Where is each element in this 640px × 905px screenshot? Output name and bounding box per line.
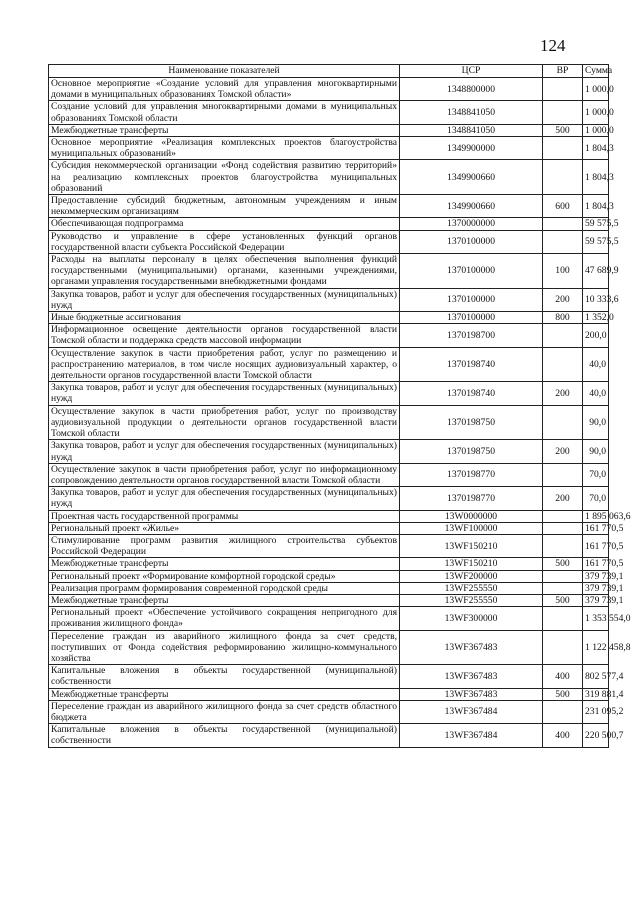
row-csr: 1349900660 [400,195,543,218]
table-row [49,160,609,195]
table-row [49,463,609,486]
row-csr: 1370100000 [400,312,543,324]
table-row [49,382,609,405]
row-vr [543,230,583,253]
row-sum: 379 739,1 [583,594,609,606]
row-name: Закупка товаров, работ и услуг для обеспечения государственных (муниципальных) нужд [49,382,400,405]
header-sum: Сумма [583,65,609,78]
row-name: Основное мероприятие «Реализация комплексных проектов благоустройства муниципальных образований» [49,137,400,160]
row-sum: 161 770,5 [583,558,609,570]
row-csr: 13WF100000 [400,522,543,534]
row-name: Создание условий для управления многоквартирными домами в муниципальных образованиях Томской области [49,101,400,124]
table-row [49,534,609,557]
row-csr: 13WF367484 [400,724,543,747]
table-row [49,230,609,253]
row-sum: 70,0 [583,463,609,486]
row-sum: 1 000,0 [583,101,609,124]
row-csr: 13WF150210 [400,534,543,557]
row-csr: 13W0000000 [400,510,543,522]
row-csr: 1349900000 [400,137,543,160]
row-name: Межбюджетные трансферты [49,688,400,700]
row-sum: 90,0 [583,440,609,463]
table-row [49,254,609,289]
row-vr: 200 [543,382,583,405]
table-row [49,195,609,218]
row-name: Субсидия некоммерческой организации «Фонд содействия развитию территорий» на реализацию комплексных проектов благоустройства муниципальных образований [49,160,400,195]
row-csr: 1370198700 [400,324,543,347]
row-csr: 1370000000 [400,218,543,230]
row-vr [543,570,583,582]
row-sum: 319 881,4 [583,688,609,700]
row-vr: 200 [543,288,583,311]
row-sum: 70,0 [583,487,609,510]
row-name: Основное мероприятие «Создание условий для управления многоквартирными домами в муниципальных образованиях Томской области» [49,78,400,101]
row-sum: 161 770,5 [583,522,609,534]
row-csr: 1349900660 [400,160,543,195]
row-vr [543,324,583,347]
row-sum: 40,0 [583,382,609,405]
row-vr [543,218,583,230]
table-row [49,78,609,101]
row-sum: 231 095,2 [583,700,609,723]
table-row [49,440,609,463]
header-name: Наименование показателей [49,65,400,78]
row-name: Региональный проект «Обеспечение устойчивого сокращения непригодного для проживания жилищного фонда» [49,607,400,630]
row-vr: 100 [543,254,583,289]
row-vr [543,78,583,101]
row-name: Межбюджетные трансферты [49,594,400,606]
row-name: Иные бюджетные ассигнования [49,312,400,324]
row-vr: 500 [543,688,583,700]
row-vr: 600 [543,195,583,218]
row-csr: 13WF367483 [400,630,543,665]
row-name: Межбюджетные трансферты [49,558,400,570]
row-vr [543,463,583,486]
page-number: 124 [540,36,566,55]
row-sum: 1 895 063,6 [583,510,609,522]
row-csr: 1370100000 [400,254,543,289]
table-row [49,218,609,230]
table-header-row [49,65,609,78]
row-sum: 47 689,9 [583,254,609,289]
table-row [49,101,609,124]
table-row [49,582,609,594]
row-sum: 220 500,7 [583,724,609,747]
row-sum: 1 804,3 [583,137,609,160]
table-row [49,522,609,534]
row-sum: 40,0 [583,347,609,382]
row-vr: 400 [543,724,583,747]
row-name: Региональный проект «Формирование комфортной городской среды» [49,570,400,582]
row-vr [543,607,583,630]
row-sum: 379 739,1 [583,582,609,594]
row-vr: 400 [543,665,583,688]
row-vr [543,347,583,382]
row-name: Капитальные вложения в объекты государственной (муниципальной) собственности [49,665,400,688]
row-name: Руководство и управление в сфере установленных функций органов государственной власти субъекта Российской Федерации [49,230,400,253]
row-vr: 500 [543,124,583,136]
row-csr: 13WF300000 [400,607,543,630]
table-row [49,347,609,382]
row-vr [543,700,583,723]
row-csr: 1370198770 [400,463,543,486]
row-sum: 1 352,0 [583,312,609,324]
table-row [49,487,609,510]
table-row [49,288,609,311]
table-row [49,607,609,630]
row-name: Осуществление закупок в части приобретения работ, услуг по производству аудиовизуальной продукции о деятельности органов государственной власти Томской области [49,405,400,440]
table-row [49,405,609,440]
row-csr: 13WF367483 [400,688,543,700]
row-csr: 1370198750 [400,440,543,463]
row-name: Осуществление закупок в части приобретения работ, услуг по размещению и распространению материалов, в том числе носящих аудиовизуальный характер, о деятельности органов государственной власти Томской области [49,347,400,382]
row-csr: 1370100000 [400,230,543,253]
row-name: Осуществление закупок в части приобретения работ, услуг по информационному сопровождению деятельности органов государственной власти Томской области [49,463,400,486]
table-row [49,510,609,522]
row-csr: 1370100000 [400,288,543,311]
table-row [49,137,609,160]
row-name: Закупка товаров, работ и услуг для обеспечения государственных (муниципальных) нужд [49,487,400,510]
table-row [49,124,609,136]
table-body [49,78,631,748]
row-csr: 1370198740 [400,382,543,405]
row-csr: 1370198770 [400,487,543,510]
row-name: Предоставление субсидий бюджетным, автономным учреждениям и иным некоммерческим организациям [49,195,400,218]
row-sum: 1 122 458,8 [583,630,609,665]
table-row [49,724,609,747]
row-sum: 200,0 [583,324,609,347]
row-vr: 500 [543,558,583,570]
row-sum: 379 739,1 [583,570,609,582]
row-name: Реализация программ формирования современной городской среды [49,582,400,594]
row-name: Обеспечивающая подпрограмма [49,218,400,230]
row-sum: 90,0 [583,405,609,440]
row-vr: 200 [543,487,583,510]
row-vr [543,160,583,195]
row-sum: 161 770,5 [583,534,609,557]
table-row [49,312,609,324]
row-csr: 1370198740 [400,347,543,382]
row-vr [543,101,583,124]
row-csr: 13WF150210 [400,558,543,570]
row-sum: 59 575,5 [583,218,609,230]
row-vr [543,582,583,594]
row-name: Информационное освещение деятельности органов государственной власти Томской области и поддержка средств массовой информации [49,324,400,347]
row-csr: 1370198750 [400,405,543,440]
row-sum: 59 575,5 [583,230,609,253]
row-vr [543,534,583,557]
row-vr: 500 [543,594,583,606]
row-csr: 13WF255550 [400,582,543,594]
row-csr: 1348841050 [400,124,543,136]
row-csr: 13WF367484 [400,700,543,723]
table-row [49,558,609,570]
row-name: Закупка товаров, работ и услуг для обеспечения государственных (муниципальных) нужд [49,288,400,311]
row-vr [543,522,583,534]
row-sum: 10 333,6 [583,288,609,311]
table-row [49,688,609,700]
row-sum: 1 000,0 [583,124,609,136]
row-csr: 13WF255550 [400,594,543,606]
row-name: Проектная часть государственной программы [49,510,400,522]
row-csr: 13WF200000 [400,570,543,582]
row-csr: 13WF367483 [400,665,543,688]
row-csr: 1348841050 [400,101,543,124]
row-vr: 200 [543,440,583,463]
row-vr [543,405,583,440]
row-name: Региональный проект «Жилье» [49,522,400,534]
row-name: Межбюджетные трансферты [49,124,400,136]
row-sum: 1 804,3 [583,160,609,195]
row-csr: 1348800000 [400,78,543,101]
header-csr: ЦСР [400,65,543,78]
row-vr: 800 [543,312,583,324]
row-sum: 802 577,4 [583,665,609,688]
row-vr [543,630,583,665]
table-row [49,594,609,606]
row-name: Переселение граждан из аварийного жилищного фонда за счет средств, поступивших от Фонда содействия реформированию жилищно-коммунального хозяйства [49,630,400,665]
row-sum: 1 353 554,0 [583,607,609,630]
header-vr: ВР [543,65,583,78]
row-name: Переселение граждан из аварийного жилищного фонда за счет средств областного бюджета [49,700,400,723]
budget-table [48,64,631,748]
row-vr [543,137,583,160]
row-name: Расходы на выплаты персоналу в целях обеспечения выполнения функций государственными (муниципальными) органами, казенными учреждениями, органами управления государственными внебюджетными фондами [49,254,400,289]
row-vr [543,510,583,522]
table-row [49,324,609,347]
table-row [49,630,609,665]
table-row [49,700,609,723]
row-name: Стимулирование программ развития жилищного строительства субъектов Российской Федерации [49,534,400,557]
row-sum: 1 804,3 [583,195,609,218]
row-sum: 1 000,0 [583,78,609,101]
row-name: Закупка товаров, работ и услуг для обеспечения государственных (муниципальных) нужд [49,440,400,463]
row-name: Капитальные вложения в объекты государственной (муниципальной) собственности [49,724,400,747]
table-row [49,570,609,582]
table-row [49,665,609,688]
